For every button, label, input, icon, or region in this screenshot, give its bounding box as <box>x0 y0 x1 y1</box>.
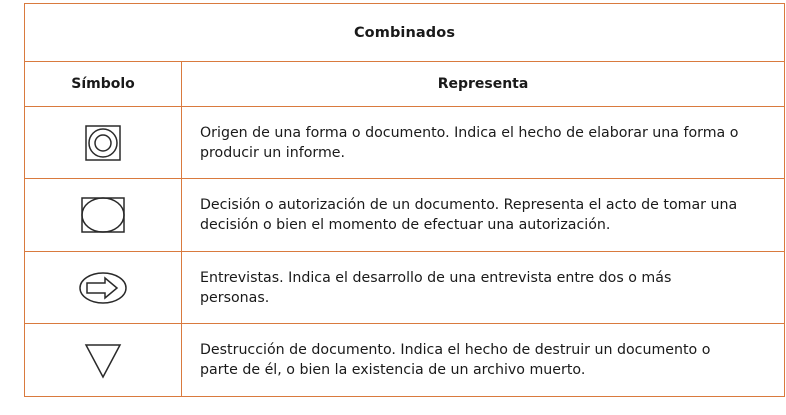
description-cell <box>182 252 785 324</box>
row-description: Origen de una forma o documento. Indica el hecho de elaborar una forma o producir un informe. <box>200 124 739 161</box>
symbol-cell <box>25 179 182 252</box>
symbol-cell <box>25 252 182 324</box>
row-description: Decisión o autorización de un documento. Representa el acto de tomar una decisión o bien el momento de efectuar una autorización. <box>200 197 738 233</box>
table-row <box>25 107 785 179</box>
description-cell <box>182 179 785 252</box>
interview-arrow-icon <box>77 270 129 306</box>
table-row <box>25 252 785 324</box>
symbol-cell <box>25 324 182 397</box>
row-description: Entrevistas. Indica el desarrollo de una entrevista entre dos o más personas. <box>200 269 672 306</box>
symbols-table <box>24 3 785 397</box>
description-cell <box>182 107 785 179</box>
description-cell <box>182 324 785 397</box>
table-row <box>25 324 785 397</box>
symbol-cell <box>25 107 182 179</box>
header-symbol: Símbolo <box>25 62 182 107</box>
destruction-triangle-icon <box>83 340 123 380</box>
title-row <box>25 4 785 62</box>
header-row <box>25 62 785 107</box>
table-title: Combinados <box>25 4 785 62</box>
row-description: Destrucción de documento. Indica el hecho de destruir un documento o parte de él, o bien la existencia de un archivo muerto. <box>200 342 711 378</box>
decision-authorization-icon <box>79 195 127 235</box>
origin-document-icon <box>83 123 123 163</box>
table-row <box>25 179 785 252</box>
header-represents: Representa <box>182 62 785 107</box>
